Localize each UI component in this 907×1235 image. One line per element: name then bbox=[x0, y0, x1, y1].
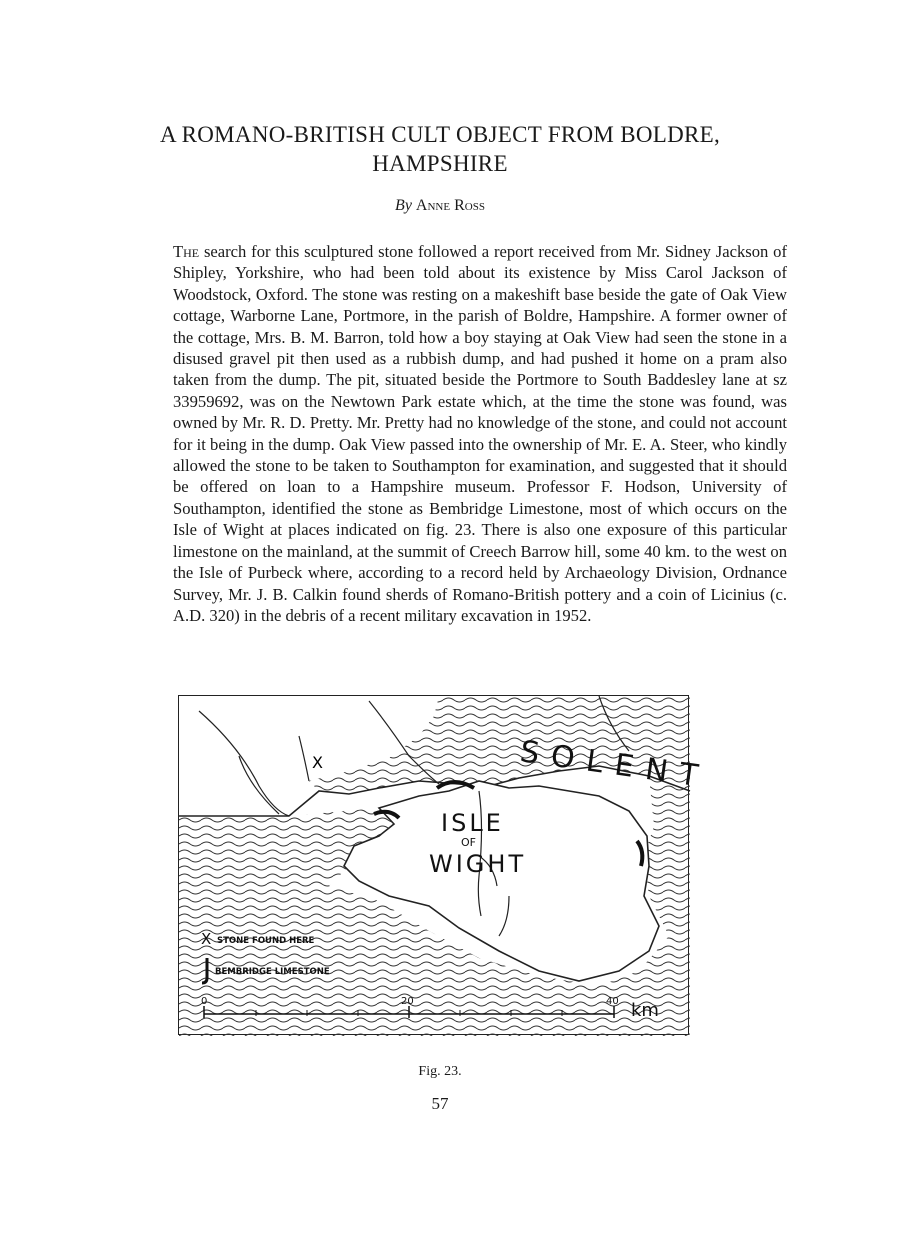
legend-x-icon: X bbox=[201, 930, 212, 948]
legend-stone-label: STONE FOUND HERE bbox=[217, 936, 315, 946]
map-figure bbox=[178, 695, 712, 1035]
label-wight: WIGHT bbox=[429, 850, 527, 878]
label-solent: SOLENT bbox=[517, 734, 712, 796]
byline-by: By bbox=[395, 197, 412, 214]
paragraph-lead-word: The bbox=[173, 242, 200, 261]
title-line-1: A ROMANO-BRITISH CULT OBJECT FROM BOLDRE, bbox=[159, 122, 721, 147]
figure-caption: Fig. 23. bbox=[418, 1064, 462, 1079]
scale-label-40: 40 bbox=[606, 996, 619, 1007]
scale-label-20: 20 bbox=[401, 996, 414, 1007]
title-line-2: HAMPSHIRE bbox=[372, 151, 508, 176]
author-name: Anne Ross bbox=[415, 197, 485, 214]
legend-limestone-label: BEMBRIDGE LIMESTONE bbox=[215, 967, 330, 977]
scale-unit-label: km bbox=[631, 1000, 659, 1021]
isle-of-wight-map bbox=[179, 696, 712, 1036]
scale-label-0: 0 bbox=[201, 996, 208, 1007]
page-number: 57 bbox=[431, 1094, 449, 1113]
article-title bbox=[110, 120, 770, 178]
paragraph-text: search for this sculptured stone followed a report received from Mr. Sidney Jackson of Shipley, Yorkshire, who had been told about its existence by Miss Carol Jackson of Woodstock, Oxford. The stone was resting on a makeshift base beside the gate of Oak View cottage, Warborne Lane, Portmore, in the parish of Boldre, Hampshire. A former owner of the cottage, Mrs. B. M. Barron, told how a boy staying at Oak View had seen the stone in a disused gravel pit then used as a rubbish dump, and had pushed it home on a pram also taken from the dump. The pit, situated beside the Portmore to South Baddesley lane at sz 33959692, was on the Newtown Park estate which, at the time the stone was found, was owned by Mr. R. D. Pretty. Mr. Pretty had no knowledge of the stone, and could not account for it being in the dump. Oak View passed into the ownership of Mr. E. A. Steer, who kindly allowed the stone to be taken to Southampton for examination, and suggested that it should be offered on loan to a Hampshire museum. Professor F. Hodson, University of Southampton, identified the stone as Bembridge Limestone, most of which occurs on the Isle of Wight at places indicated on fig. 23. There is also one exposure of this particular limestone on the mainland, at the summit of Creech Barrow hill, some 40 km. to the west on the Isle of Purbeck where, according to a record held by Archaeology Division, Ordnance Survey, Mr. J. B. Calkin found sherds of Romano-British pottery and a coin of Licinius (c. A.D. 320) in the debris of a recent military excavation in 1952. bbox=[173, 242, 787, 625]
label-isle: ISLE bbox=[441, 809, 504, 837]
stone-find-marker: X bbox=[312, 753, 323, 772]
body-paragraph bbox=[173, 241, 787, 626]
river-4 bbox=[299, 736, 309, 781]
label-of: OF bbox=[461, 836, 476, 849]
river-1 bbox=[199, 711, 289, 816]
byline bbox=[0, 197, 880, 215]
